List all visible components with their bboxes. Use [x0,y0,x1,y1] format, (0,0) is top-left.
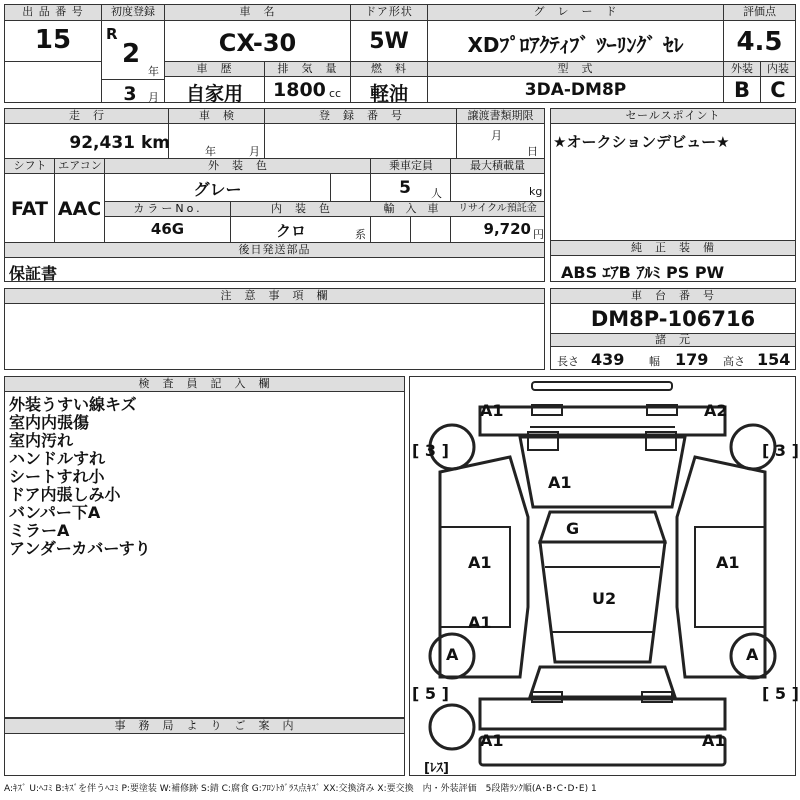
color-no: 46G [150,220,185,238]
note-line: アンダーカバーすり [9,539,151,558]
office-label: 事 務 局 よ り ご 案 内 [5,719,404,734]
era-label: R [106,25,118,43]
car-diagram [409,376,799,776]
recycle-label: リサイクル預託金 [451,202,544,217]
color-no-label: カラーNo. [105,202,231,217]
note-line: ドア内張しみ小 [9,485,121,504]
car-name-label: 車 名 [165,5,350,21]
later-parts-label: 後日発送部品 [5,243,544,258]
height: 154 [757,350,791,369]
int-grade-cell [760,61,796,103]
lot-cell [4,4,102,62]
car-outline [410,377,795,775]
lot-label: 出 品 番 号 [5,5,101,21]
mark-tire-fl: [ 3 ] [412,441,449,460]
int-color-unit: 系 [355,228,366,241]
history-cell [164,61,265,103]
chassis-number: DM8P-106716 [590,307,756,331]
reg-no-label: 登 録 番 号 [265,109,457,124]
month-unit: 月 [148,91,159,104]
chassis-block [550,288,796,370]
mark-tire-fr: [ 3 ] [762,441,799,460]
mark-under: U2 [592,589,617,608]
sales-point-block [550,108,796,241]
inspection-label: 車 検 [169,109,265,124]
reg-year: 2 [121,39,141,69]
mark-left-front-wheel: A [446,645,459,664]
model: 3DA-DM8P [524,80,627,100]
transfer-month-unit: 月 [491,129,502,142]
load-label: 最大積載量 [451,159,544,174]
caution-label: 注 意 事 項 欄 [5,289,544,304]
specs-label: 諸 元 [551,334,795,347]
mark-tire-rl: [ 5 ] [412,684,449,703]
grade: XDﾌﾟﾛｱｸﾃｨﾌﾞ ﾂｰﾘﾝｸﾞ ｾﾚ [467,33,684,57]
year-unit: 年 [148,65,159,78]
note-line: 室内内張傷 [9,413,90,432]
mark-tire-rr: [ 5 ] [762,684,799,703]
mark-front-right: A2 [704,401,728,420]
capacity: 5 [399,178,411,198]
length: 439 [591,350,625,369]
fuel-label: 燃 料 [351,62,427,77]
history: 自家用 [185,83,243,105]
first-reg-label: 初度登録 [102,5,164,21]
int-color-label: 内 装 色 [231,202,371,217]
note-line: 室内汚れ [9,431,74,450]
width-label: 幅 [649,355,660,368]
legend: A:ｷｽﾞ U:ﾍｺﾐ B:ｷｽﾞを伴うﾍｺﾐ P:要塗装 W:補修跡 S:錆 C:腐食 G:ﾌﾛﾝﾄｶﾞﾗｽ点ｷｽﾞ XX:交換済み X:要交換 内・外装評価 5段階ﾗﾝｸ順(A･B･C･D･E) 1 [4,784,597,794]
genuine-equipment-label: 純 正 装 備 [551,241,795,256]
mark-spare: [ﾚｽ] [424,761,449,776]
note-line: バンパー下A [9,503,101,522]
inspector-notes [9,396,151,558]
insp-month-unit: 月 [249,145,260,158]
mileage-unit: km [141,133,171,153]
displacement-label: 排 気 量 [265,62,350,77]
ac-label: エアコン [55,159,105,174]
door-cell [350,4,428,62]
int-color: クロ [275,222,306,240]
recycle: 9,720 [483,220,531,238]
int-grade-label: 内装 [761,62,795,77]
history-label: 車 歴 [165,62,264,77]
sales-point-label: セールスポイント [551,109,795,124]
grade-label: グ レ ー ド [428,5,723,21]
mileage-label: 走 行 [5,109,169,124]
ac: AAC [57,198,102,220]
model-label: 型 式 [428,62,723,77]
score: 4.5 [736,27,783,57]
note-line: ハンドルすれ [9,449,106,468]
int-grade: C [770,78,786,102]
score-cell [723,4,796,62]
note-line: 外装うすい線キズ [9,395,137,414]
mark-hood: A1 [548,473,572,492]
mark-left-front-door: A1 [468,553,492,572]
note-line: シートすれ小 [9,467,105,486]
door-label: ドア形状 [351,5,427,21]
displacement-unit: cc [329,87,342,100]
mark-rear-right: A1 [702,731,726,750]
grade-cell [427,4,724,62]
inspector-label: 検 査 員 記 入 欄 [5,377,404,392]
fuel-cell [350,61,428,103]
shift: FAT [11,198,48,220]
mark-left-rear-door: A1 [468,613,492,632]
width: 179 [675,350,709,369]
load-unit: kg [529,185,543,198]
inspector-block [4,376,405,718]
lot-number: 15 [34,25,72,55]
score-label: 評価点 [724,5,795,21]
mark-rear-left: A1 [480,731,504,750]
first-reg-cell [101,4,165,103]
displacement-cell [264,61,351,103]
insp-year-unit: 年 [205,145,216,158]
displacement: 1800 [273,79,326,101]
mark-right-front-wheel: A [746,645,759,664]
note-line: ミラーA [9,521,70,540]
car-name-cell [164,4,351,62]
mileage: 92,431 [69,133,135,153]
model-cell [427,61,724,103]
recycle-unit: 円 [533,228,544,241]
genuine-equipment-text: ABS ｴｱB ｱﾙﾐ PS PW [561,263,725,282]
office-block [4,718,405,776]
import-label: 輸 入 車 [371,202,451,217]
sales-point-text: ★オークションデビュー★ [553,133,730,151]
caution-block [4,288,545,370]
lot-blank-cell [4,61,102,103]
transfer-day-unit: 日 [527,145,538,158]
transfer-label: 譲渡書類期限 [457,109,544,124]
fuel: 軽油 [369,83,408,105]
height-label: 高さ [723,355,745,368]
ext-color: グレー [193,180,242,199]
ext-grade-cell [723,61,761,103]
chassis-label: 車 台 番 号 [551,289,795,304]
capacity-label: 乗車定員 [371,159,451,174]
car-name: CX-30 [218,29,297,57]
mark-front-left: A1 [480,401,504,420]
mark-right-front-door: A1 [716,553,740,572]
shift-label: シフト [5,159,55,174]
ext-color-label: 外 装 色 [105,159,371,174]
capacity-unit: 人 [431,187,442,200]
genuine-equipment-block [550,240,796,282]
ext-grade-label: 外装 [724,62,760,77]
door-type: 5W [369,29,409,54]
mark-roof: G [566,519,580,538]
reg-month: 3 [123,83,137,105]
length-label: 長さ [557,355,579,368]
ext-grade: B [733,78,750,102]
vehicle-info-block [4,108,545,282]
later-parts-text: 保証書 [9,264,58,283]
